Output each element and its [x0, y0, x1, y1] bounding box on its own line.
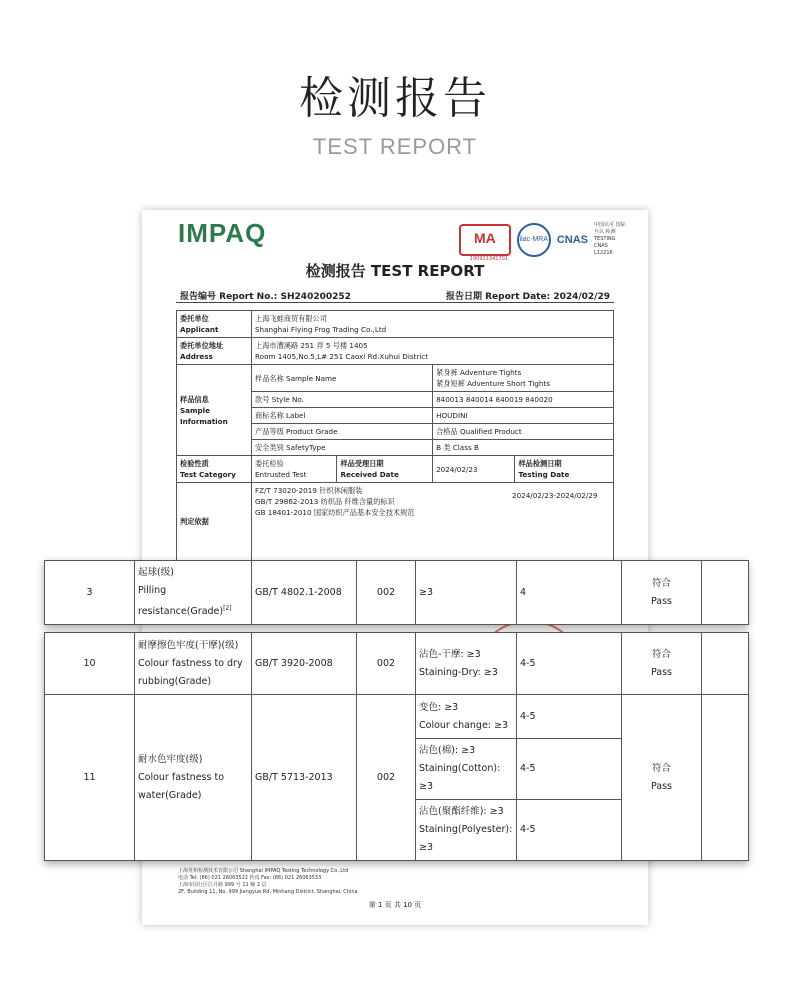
footer-line-3: 上海市闵行区江月路 999 号 11 幢 2 层	[178, 882, 267, 888]
verdict-cn: 符合	[651, 762, 671, 774]
cnas-text: 中国认可 国际互认 检测 TESTING CNAS L12216	[594, 222, 626, 256]
verdict-en: Pass	[650, 780, 673, 792]
footer-line-4: 2F, Building 11, No. 999 Jiangyue Rd, Minhang District, Shanghai, China	[178, 889, 358, 895]
received-label-en: Received Date	[340, 470, 399, 479]
sample-name-value-1: 紧身裤 Adventure Tights	[436, 368, 522, 377]
verdict-en: Pass	[650, 595, 673, 607]
applicant-label-en: Applicant	[180, 325, 219, 334]
requirement-en: Colour change: ≥3	[419, 719, 509, 731]
sample-no: 002	[357, 695, 416, 861]
grade-value: 合格品 Qualified Product	[433, 424, 614, 440]
verdict-cn: 符合	[651, 577, 671, 589]
ilac-badge-icon: ilac-MRA	[517, 223, 551, 257]
row-no: 3	[45, 561, 135, 625]
grade-label: 产品等级 Product Grade	[252, 424, 433, 440]
result: 4-5	[517, 633, 622, 695]
page-title: 检测报告	[299, 73, 491, 124]
row-no: 11	[45, 695, 135, 861]
requirement: ≥3	[416, 561, 517, 625]
sample-no: 002	[357, 633, 416, 695]
result: 4-5	[517, 695, 622, 739]
brand-value: HOUDINI	[433, 408, 614, 424]
ma-code: 190911341701	[469, 256, 508, 262]
requirement-en: Staining-Dry: ≥3	[419, 666, 498, 678]
cnas-badge-icon: CNAS	[556, 233, 588, 246]
requirement-cn: 变色: ≥3	[419, 701, 459, 713]
detail-table-fastness	[44, 632, 749, 861]
requirement-cn: 沾色(聚酯纤维): ≥3	[419, 806, 504, 817]
method: GB/T 4802.1-2008	[252, 561, 357, 625]
item-en-2: rubbing(Grade)	[138, 675, 212, 687]
applicant-value-cn: 上海飞蛙商贸有限公司	[255, 314, 327, 323]
page-number: 第 1 页 共 10 页	[368, 901, 422, 909]
footer-line-1: 上海英柏检测技术有限公司 Shanghai IMPAQ Testing Technology Co.,Ltd	[178, 868, 349, 874]
safety-label: 安全类别 SafetyType	[252, 440, 433, 456]
address-value-cn: 上海市漕溪路 251 弄 5 号楼 1405	[255, 341, 368, 350]
received-value: 2024/02/23	[433, 456, 515, 483]
address-label-cn: 委托单位地址	[180, 341, 224, 350]
testing-label-en: Testing Date	[518, 470, 570, 479]
safety-value: B 类 Class B	[433, 440, 614, 456]
result: 4-5	[517, 800, 622, 861]
blank-cell	[702, 695, 749, 861]
style-value: 840013 840014 840019 840020	[433, 392, 614, 408]
method: GB/T 5713-2013	[252, 695, 357, 861]
certification-badges	[459, 222, 628, 257]
doc-title: 检测报告 TEST REPORT	[305, 262, 485, 280]
category-label-cn: 检验性质	[180, 459, 209, 468]
item-en: Pilling resistance(Grade)	[138, 585, 224, 618]
item-cn: 耐水色牢度(级)	[138, 753, 203, 765]
result: 4	[517, 561, 622, 625]
report-date: 报告日期 Report Date: 2024/02/29	[445, 292, 610, 302]
sample-label-cn: 样品信息	[180, 394, 209, 404]
method: GB/T 3920-2008	[252, 633, 357, 695]
criteria-label: 判定依据	[177, 483, 252, 561]
requirement-en: Staining(Polyester):	[419, 824, 513, 835]
applicant-label-cn: 委托单位	[180, 314, 209, 323]
divider	[176, 302, 614, 303]
address-label-en: Address	[180, 352, 213, 361]
requirement-cn: 沾色(棉): ≥3	[419, 745, 476, 756]
report-footer	[178, 868, 358, 896]
blank-cell	[702, 561, 749, 625]
detail-table-pilling	[44, 560, 749, 625]
sample-name-value-2: 紧身短裤 Adventure Short Tights	[436, 379, 551, 388]
page-subtitle: TEST REPORT	[312, 134, 478, 159]
applicant-value-en: Shanghai Flying Frog Trading Co.,Ltd	[255, 325, 387, 334]
impaq-logo: IMPAQ	[178, 218, 267, 248]
brand-label: 商标名称 Label	[252, 408, 433, 424]
sample-no: 002	[357, 561, 416, 625]
report-number: 报告编号 Report No.: SH240200252	[180, 292, 351, 302]
detail-strip-fastness	[44, 632, 748, 861]
testing-label-cn: 样品检测日期	[518, 459, 562, 468]
item-en-1: Colour fastness to	[138, 771, 225, 783]
footer-line-2: 电话 Tel: (86) 021 26063522 传真 Fax: (86) 021 26063533	[178, 875, 322, 881]
verdict-cn: 符合	[651, 648, 671, 660]
address-value-en: Room 1405,No.5,L# 251 Caoxi Rd.Xuhui District	[255, 352, 429, 361]
item-sup: [2]	[223, 605, 232, 612]
blank-cell	[702, 633, 749, 695]
category-label-en: Test Category	[180, 470, 236, 479]
cma-badge-icon: MA	[459, 224, 511, 256]
item-cn: 耐摩擦色牢度(干摩)(级)	[138, 639, 239, 651]
requirement-en-2: ≥3	[419, 842, 434, 853]
category-value-cn: 委托检验	[255, 459, 284, 468]
received-label-cn: 样品受理日期	[340, 459, 384, 468]
sample-name-label: 样品名称 Sample Name	[252, 365, 433, 392]
row-no: 10	[45, 633, 135, 695]
style-label: 款号 Style No.	[252, 392, 433, 408]
testing-value: 2024/02/23-2024/02/29	[512, 491, 598, 500]
requirement-en: Staining(Cotton): ≥3	[419, 763, 501, 792]
requirement-cn: 沾色-干摩: ≥3	[419, 648, 481, 660]
criteria-value-3: GB 18401-2010 国家纺织产品基本安全技术规范	[255, 508, 415, 517]
criteria-value-1: FZ/T 73020-2019 针织休闲服装	[255, 486, 363, 495]
item-cn: 起球(级)	[138, 567, 174, 578]
sample-label-en2: Information	[180, 416, 228, 426]
verdict-en: Pass	[650, 666, 673, 678]
detail-strip-pilling	[44, 560, 748, 625]
item-en-1: Colour fastness to dry	[138, 657, 243, 669]
result: 4-5	[517, 739, 622, 800]
item-en-2: water(Grade)	[138, 789, 202, 801]
criteria-value-2: GB/T 29862-2013 纺织品 纤维含量的标识	[255, 497, 395, 506]
sample-label-en: Sample	[180, 405, 210, 415]
report-summary-table	[176, 310, 614, 588]
category-value-en: Entrusted Test	[255, 470, 307, 479]
